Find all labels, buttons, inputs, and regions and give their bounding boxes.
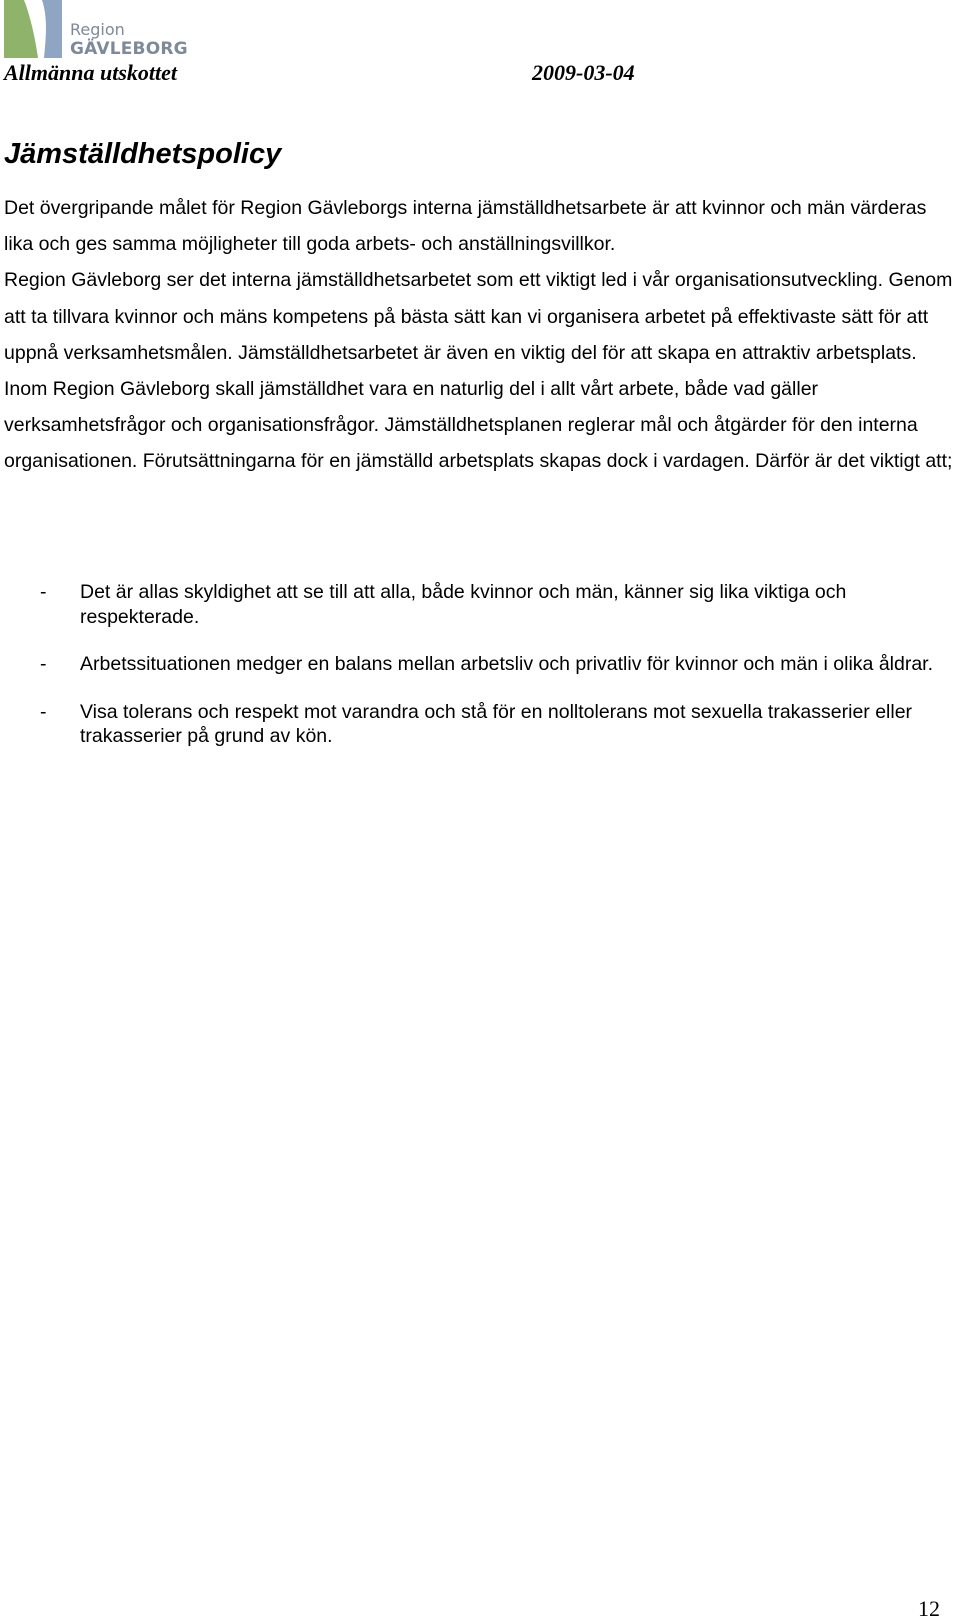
list-item	[4, 580, 954, 629]
committee-name: Allmänna utskottet	[4, 60, 177, 85]
page-title: Jämställdhetspolicy	[4, 138, 282, 170]
region-gavleborg-logo	[4, 0, 188, 62]
paragraph: Det övergripande målet för Region Gävleborgs interna jämställdhetsarbete är att kvinnor och män värderas lika och ges samma möjligheter till goda arbets- och anställningsvillkor.	[4, 197, 927, 256]
body-text	[4, 190, 956, 480]
list-item-text: Arbetssituationen medger en balans mellan arbetsliv och privatliv för kvinnor och män i olika åldrar.	[80, 653, 934, 675]
bullet-marker: -	[40, 653, 47, 675]
bullet-marker: -	[40, 581, 47, 603]
paragraph: Region Gävleborg ser det interna jämställdhetsarbetet som ett viktigt led i vår organisationsutveckling. Genom att ta tillvara kvinnor och mäns kompetens på bästa sätt kan vi organisera arbetet på effektivaste sätt för att uppnå verksamhetsmålen. Jämställdhetsarbetet är även en viktig del för att skapa en attraktiv arbetsplats.	[4, 269, 953, 364]
page-number: 12	[918, 1596, 940, 1621]
bullet-list	[4, 580, 954, 772]
document-date: 2009-03-04	[532, 60, 635, 85]
list-item-text: Det är allas skyldighet att se till att alla, både kvinnor och män, känner sig lika viktiga och respekterade.	[80, 581, 847, 628]
logo-line-region: Region	[70, 20, 125, 39]
paragraph: Inom Region Gävleborg skall jämställdhet vara en naturlig del i allt vårt arbete, både vad gäller verksamhetsfrågor och organisationsfrågor. Jämställdhetsplanen reglerar mål och åtgärder för den interna organisationen. Förutsättningarna för en jämställd arbetsplats skapas dock i vardagen. Därför är det viktigt att;	[4, 378, 953, 473]
list-item-text: Visa tolerans och respekt mot varandra och stå för en nolltolerans mot sexuella trakasserier eller trakasserier på grund av kön.	[80, 700, 913, 747]
logo-mark-icon	[4, 0, 68, 60]
list-item	[4, 700, 954, 749]
logo-line-gavleborg: GÄVLEBORG	[70, 39, 188, 59]
bullet-marker: -	[40, 700, 47, 723]
logo-wordmark	[70, 22, 188, 58]
list-item	[4, 652, 954, 677]
